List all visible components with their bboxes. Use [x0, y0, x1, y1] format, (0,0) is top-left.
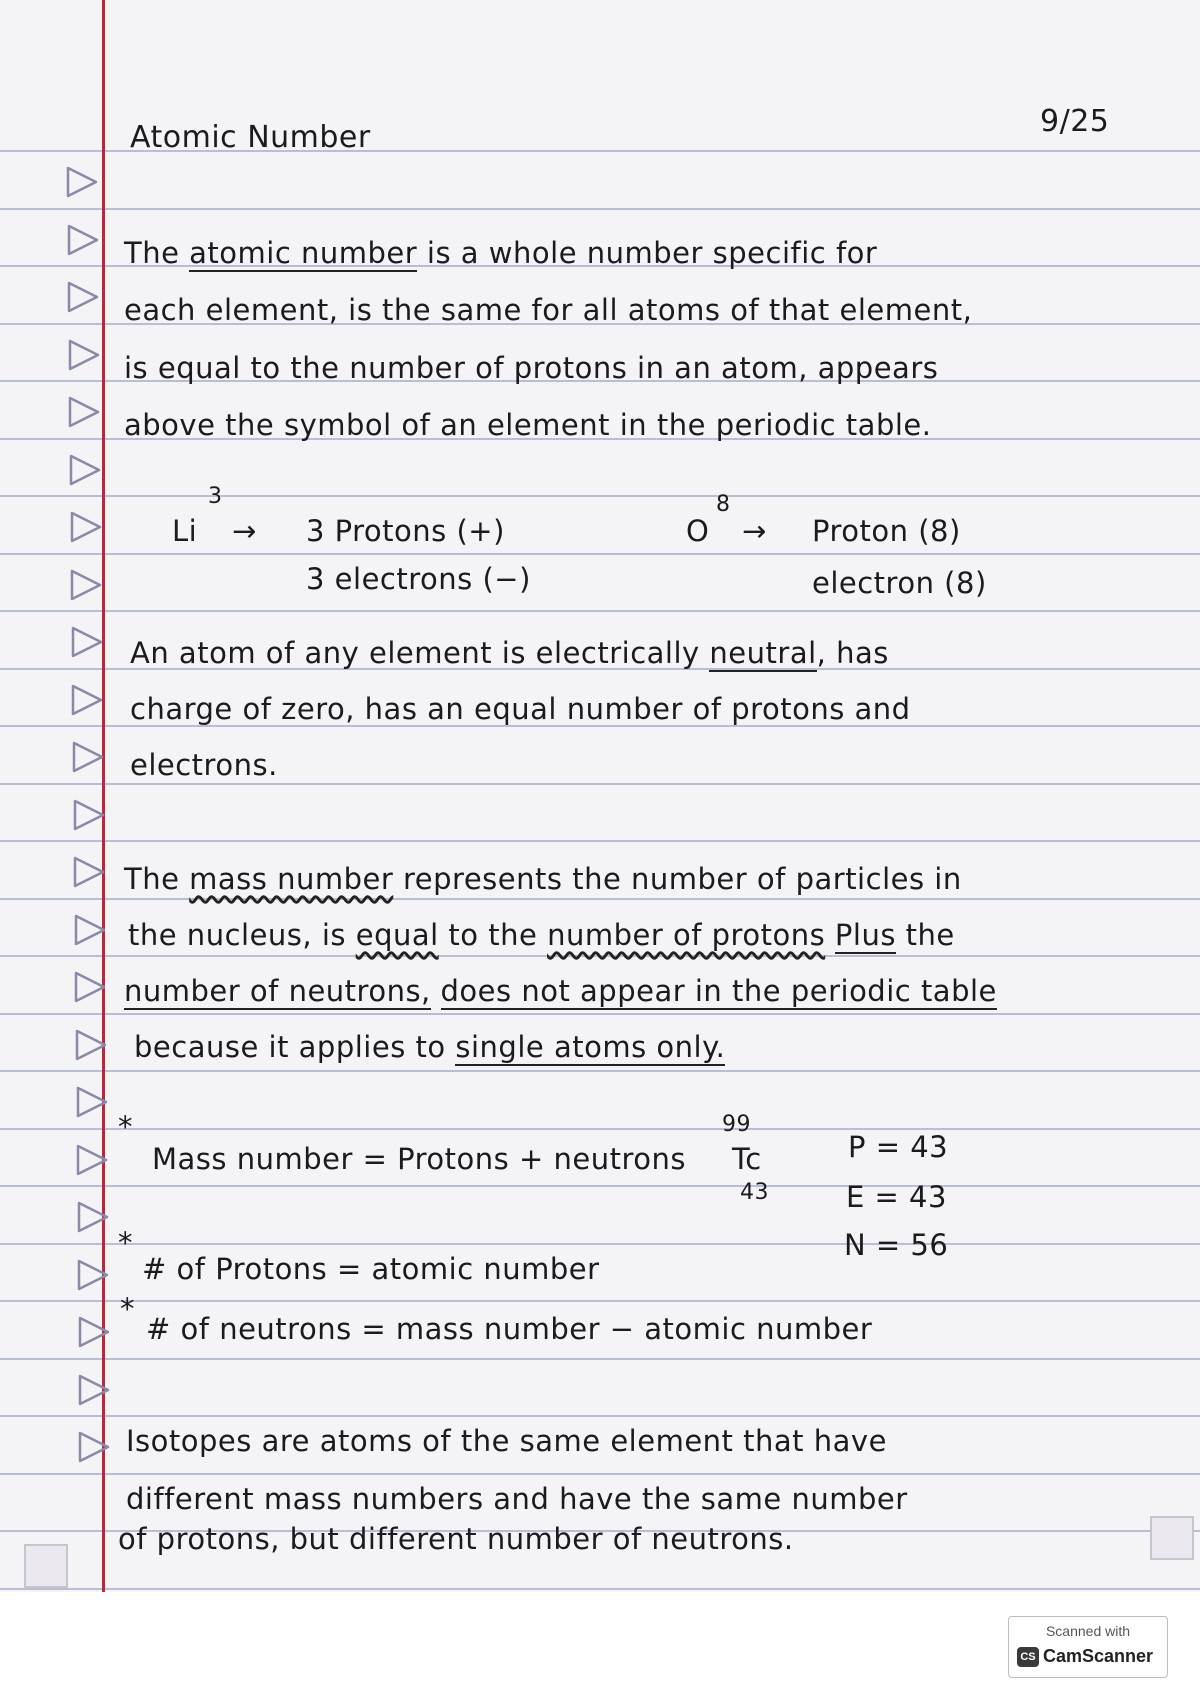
p3-line1-pre: The	[124, 862, 180, 896]
p3-line3	[124, 974, 997, 1008]
ruled-line	[0, 1128, 1200, 1130]
triangle-bullet-icon	[68, 567, 104, 603]
li-superscript: 3	[208, 484, 223, 509]
triangle-bullet-icon	[64, 164, 100, 200]
o-symbol: O	[686, 514, 710, 548]
ruled-line	[0, 1070, 1200, 1072]
term-number-of-protons: number of protons	[547, 918, 826, 952]
triangle-bullet-icon	[74, 1084, 110, 1120]
li-protons: 3 Protons (+)	[306, 514, 505, 548]
formula-mass-number: Mass number = Protons + neutrons	[152, 1142, 686, 1176]
margin-line	[102, 0, 105, 1592]
p1-line2: each element, is the same for all atoms of that element,	[124, 293, 973, 327]
ruled-line	[0, 553, 1200, 555]
li-symbol: Li	[172, 514, 198, 548]
p2-line1-pre: An atom of any element is electrically	[130, 636, 700, 670]
triangle-bullet-icon	[75, 1199, 111, 1235]
tc-symbol: Tc	[732, 1142, 762, 1176]
p1-line3: is equal to the number of protons in an atom, appears	[124, 351, 939, 385]
ruled-line	[0, 1415, 1200, 1417]
ruled-line	[0, 898, 1200, 900]
triangle-bullet-icon	[68, 509, 104, 545]
ruled-line	[0, 1588, 1200, 1590]
o-arrow-icon: →	[742, 514, 767, 548]
triangle-bullet-icon	[66, 337, 102, 373]
p1-line4: above the symbol of an element in the periodic table.	[124, 408, 932, 442]
p3-line2-mid: to the	[448, 918, 538, 952]
triangle-bullet-icon	[67, 452, 103, 488]
page-date: 9/25	[1040, 104, 1110, 139]
p2-line2: charge of zero, has an equal number of protons and	[130, 692, 911, 726]
p4-line3: of protons, but different number of neutrons.	[118, 1522, 794, 1556]
triangle-bullet-icon	[74, 1142, 110, 1178]
scanner-badge	[1008, 1616, 1168, 1678]
triangle-bullet-icon	[73, 1027, 109, 1063]
p2-line3: electrons.	[130, 748, 278, 782]
camscanner-name: CamScanner	[1043, 1646, 1154, 1666]
formula-neutrons: # of neutrons = mass number − atomic number	[146, 1312, 873, 1346]
formula-protons: # of Protons = atomic number	[142, 1252, 600, 1286]
triangle-bullet-icon	[76, 1429, 112, 1465]
triangle-bullet-icon	[65, 222, 101, 258]
triangle-bullet-icon	[72, 969, 108, 1005]
star-3: *	[120, 1292, 135, 1326]
triangle-bullet-icon	[76, 1314, 112, 1350]
p3-line1	[124, 862, 962, 896]
ruled-line	[0, 840, 1200, 842]
tc-electrons: E = 43	[846, 1180, 947, 1214]
o-superscript: 8	[716, 492, 731, 517]
camscanner-logo-icon: CS	[1017, 1647, 1039, 1667]
corner-mark-right	[1150, 1516, 1194, 1560]
corner-mark-left	[24, 1544, 68, 1588]
p1-line1	[124, 236, 877, 270]
triangle-bullet-icon	[71, 797, 107, 833]
p2-line1-post: , has	[816, 636, 889, 670]
term-equal: equal	[355, 918, 439, 952]
p3-line4-pre: because it applies to	[134, 1030, 446, 1064]
triangle-bullet-icon	[70, 739, 106, 775]
ruled-line	[0, 610, 1200, 612]
ruled-line	[0, 208, 1200, 210]
triangle-bullet-icon	[65, 279, 101, 315]
p3-line1-post: represents the number of particles in	[403, 862, 962, 896]
p1-line1-post: is a whole number specific for	[426, 236, 878, 270]
ruled-line	[0, 955, 1200, 957]
star-2: *	[118, 1226, 133, 1260]
term-number-of-neutrons: number of neutrons,	[124, 974, 431, 1008]
o-electrons: electron (8)	[812, 566, 987, 600]
ruled-line	[0, 1185, 1200, 1187]
tc-protons: P = 43	[848, 1130, 949, 1164]
p1-line1-pre: The	[124, 236, 180, 270]
tc-mass-number: 99	[722, 1112, 751, 1137]
scanned-with-label: Scanned with	[1045, 1623, 1131, 1639]
ruled-line	[0, 1300, 1200, 1302]
ruled-line	[0, 1013, 1200, 1015]
triangle-bullet-icon	[76, 1372, 112, 1408]
tc-neutrons: N = 56	[844, 1228, 949, 1262]
term-atomic-number: atomic number	[189, 236, 418, 270]
ruled-line	[0, 495, 1200, 497]
p4-line2: different mass numbers and have the same number	[126, 1482, 908, 1516]
star-1: *	[118, 1110, 133, 1144]
p2-line1	[130, 636, 889, 670]
ruled-line	[0, 1473, 1200, 1475]
ruled-line	[0, 1358, 1200, 1360]
triangle-bullet-icon	[66, 394, 102, 430]
o-protons: Proton (8)	[812, 514, 961, 548]
triangle-bullet-icon	[69, 624, 105, 660]
triangle-bullet-icon	[72, 912, 108, 948]
tc-atomic-number: 43	[740, 1180, 769, 1205]
term-plus: Plus	[834, 918, 896, 952]
triangle-bullet-icon	[69, 682, 105, 718]
term-single-atoms-only: single atoms only.	[455, 1030, 726, 1064]
page-title: Atomic Number	[130, 120, 371, 155]
li-electrons: 3 electrons (−)	[306, 562, 531, 596]
p3-line3-post: does not appear in the periodic table	[440, 974, 997, 1008]
triangle-bullet-icon	[71, 854, 107, 890]
ruled-line	[0, 1243, 1200, 1245]
p4-line1: Isotopes are atoms of the same element that have	[126, 1424, 887, 1458]
p3-line4	[134, 1030, 725, 1064]
p3-line2	[128, 918, 955, 952]
li-arrow-icon: →	[232, 514, 257, 548]
ruled-line	[0, 783, 1200, 785]
triangle-bullet-icon	[75, 1257, 111, 1293]
p3-line2-post: the	[905, 918, 955, 952]
term-mass-number: mass number	[189, 862, 394, 896]
term-neutral: neutral	[709, 636, 817, 670]
p3-line2-pre: the nucleus, is	[128, 918, 347, 952]
